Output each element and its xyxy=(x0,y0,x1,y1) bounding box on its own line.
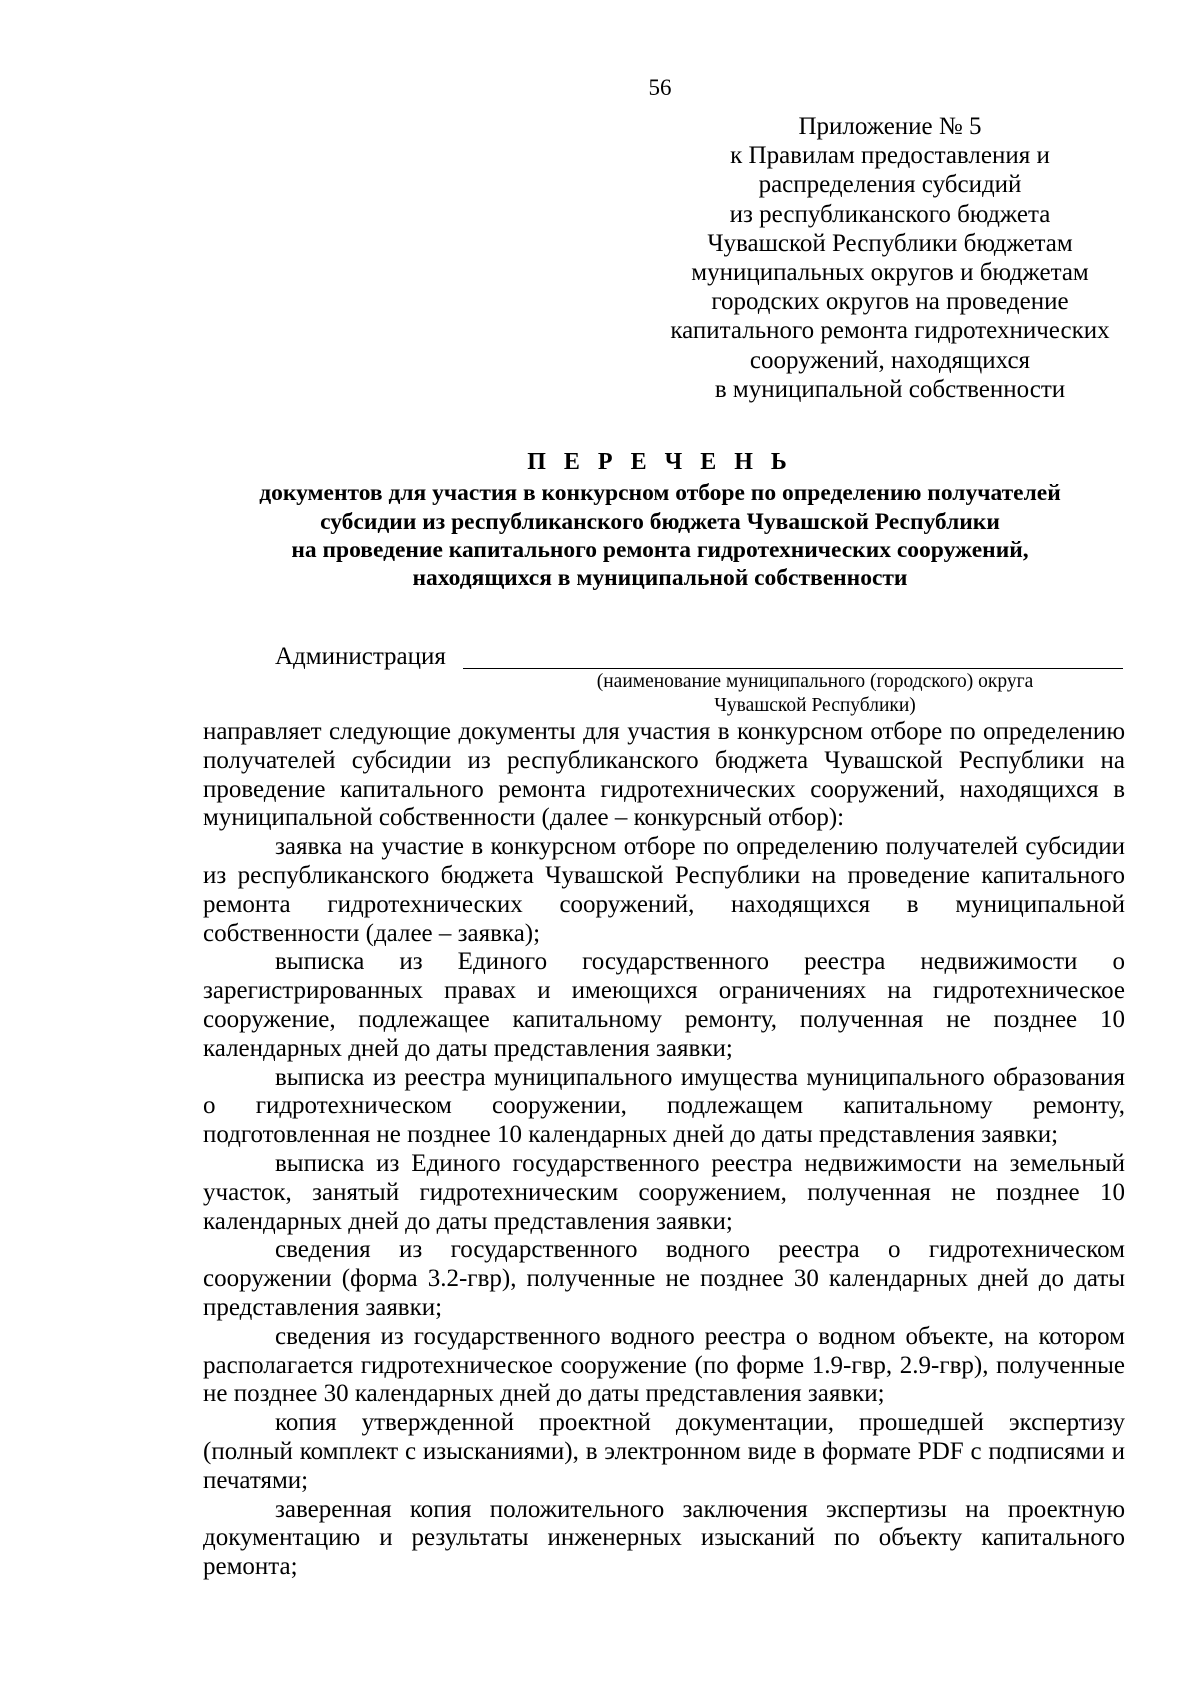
body-paragraph: выписка из реестра муниципального имущества муниципального образования о гидротехническом сооружении, подлежащем капитальному ремонту, подготовленная не позднее 10 календарных дней до даты представления заявки; xyxy=(203,1063,1125,1149)
page-number: 56 xyxy=(648,75,672,100)
title-line: находящихся в муниципальной собственности xyxy=(412,565,908,592)
body-paragraph: заверенная копия положительного заключения экспертизы на проектную документацию и результаты инженерных изысканий по объекту капитального ремонта; xyxy=(203,1495,1125,1581)
administration-blank-line xyxy=(463,668,1123,669)
administration-note xyxy=(540,670,1090,718)
appendix-line: сооружений, находящихся xyxy=(749,346,1031,374)
body-paragraph: выписка из Единого государственного реестра недвижимости о зарегистрированных правах и имеющихся ограничениях на гидротехническое сооружение, подлежащее капитальному ремонту, полученная не позднее 10 календарных дней до даты представления заявки; xyxy=(203,948,1125,1062)
title-line: на проведение капитального ремонта гидротехнических сооружений, xyxy=(291,536,1029,563)
body-paragraph: сведения из государственного водного реестра о водном объекте, на котором располагается гидротехническое сооружение (по форме 1.9-гвр, 2.9-гвр), полученные не позднее 30 календарных дней до даты представления заявки; xyxy=(203,1322,1125,1408)
body-paragraph: направляет следующие документы для участия в конкурсном отборе по определению получателей субсидии из республиканского бюджета Чувашской Республики на проведение капитального ремонта гидротехнических сооружений, находящихся в муниципальной собственности (далее – конкурсный отбор): xyxy=(203,718,1125,832)
title-heading: П Е Р Е Ч Е Н Ь xyxy=(527,449,793,475)
administration-field xyxy=(275,642,1125,672)
body-paragraph: выписка из Единого государственного реестра недвижимости на земельный участок, занятый гидротехническим сооружением, полученная не позднее 10 календарных дней до даты представления заявки; xyxy=(203,1149,1125,1235)
appendix-line: капитального ремонта гидротехнических xyxy=(670,317,1110,345)
appendix-line: муниципальных округов и бюджетам xyxy=(691,259,1089,287)
appendix-line: Приложение № 5 xyxy=(798,113,982,140)
title-line: документов для участия в конкурсном отборе по определению получателей xyxy=(259,480,1061,507)
body-paragraph: копия утвержденной проектной документации, прошедшей экспертизу (полный комплект с изысканиями), в электронном виде в формате PDF с подписями и печатями; xyxy=(203,1409,1125,1494)
appendix-line: к Правилам предоставления и xyxy=(730,142,1050,170)
appendix-line: городских округов на проведение xyxy=(711,288,1069,316)
body-paragraph: сведения из государственного водного реестра о гидротехническом сооружении (форма 3.2-гвр), полученные не позднее 30 календарных дней до даты представления заявки; xyxy=(203,1236,1125,1321)
appendix-line: из республиканского бюджета xyxy=(729,200,1051,228)
body-paragraph: заявка на участие в конкурсном отборе по определению получателей субсидии из республиканского бюджета Чувашской Республики на проведение капитального ремонта гидротехнических сооружений, находящихся в муниципальной собственности (далее – заявка); xyxy=(203,833,1125,947)
administration-note-line: (наименование муниципального (городского) округа xyxy=(596,671,1034,692)
appendix-line: Чувашской Республики бюджетам xyxy=(707,229,1073,257)
appendix-block xyxy=(640,112,1140,404)
administration-label: Администрация xyxy=(275,643,446,670)
document-title xyxy=(190,448,1130,592)
administration-note-line: Чувашской Республики) xyxy=(714,695,916,716)
title-line: субсидии из республиканского бюджета Чувашской Республики xyxy=(320,508,1000,535)
appendix-line: распределения субсидий xyxy=(758,171,1022,199)
appendix-line: в муниципальной собственности xyxy=(714,375,1066,403)
document-body xyxy=(203,718,1125,1582)
